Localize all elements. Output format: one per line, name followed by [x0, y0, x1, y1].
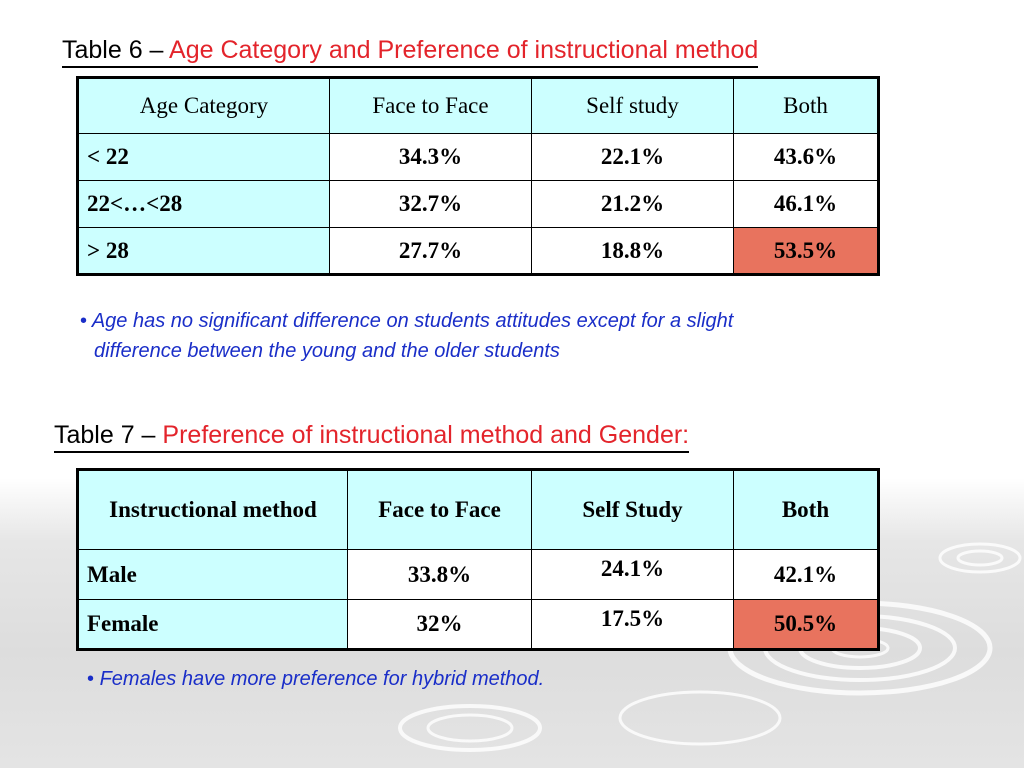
cell-self-study: 21.2% — [532, 181, 734, 228]
table-header-row — [78, 78, 879, 134]
header-self-study: Self study — [532, 78, 734, 134]
row-label: Female — [78, 600, 348, 650]
cell-self-study: 22.1% — [532, 134, 734, 181]
table-row — [78, 134, 879, 181]
note-text: Females have more preference for hybrid method. — [99, 668, 545, 690]
cell-face-to-face: 33.8% — [348, 550, 532, 600]
gender-preference-table — [76, 468, 880, 651]
row-label: > 28 — [78, 228, 330, 275]
table7-title-prefix: Table 7 – — [54, 421, 163, 449]
table-row — [78, 600, 879, 650]
table7-note — [87, 664, 787, 694]
row-label: < 22 — [78, 134, 330, 181]
header-face-to-face: Face to Face — [348, 470, 532, 550]
cell-both: 42.1% — [734, 550, 879, 600]
cell-face-to-face: 34.3% — [330, 134, 532, 181]
cell-both-highlighted: 50.5% — [734, 600, 879, 650]
cell-self-study: 24.1% — [532, 550, 734, 600]
note-line-1 — [80, 306, 940, 336]
cell-both: 43.6% — [734, 134, 879, 181]
table7-title-main: Preference of instructional method and Gender: — [162, 421, 690, 449]
bullet-icon: • — [80, 310, 88, 332]
header-self-study: Self Study — [532, 470, 734, 550]
header-age-category: Age Category — [78, 78, 330, 134]
cell-both-highlighted: 53.5% — [734, 228, 879, 275]
age-preference-table — [76, 76, 880, 276]
table-header-row — [78, 470, 879, 550]
header-instructional-method: Instructional method — [78, 470, 348, 550]
header-both: Both — [734, 78, 879, 134]
table-row — [78, 181, 879, 228]
table7-title — [54, 420, 689, 453]
table-row — [78, 228, 879, 275]
table6-title-main: Age Category and Preference of instructional method — [169, 36, 759, 64]
table-row — [78, 550, 879, 600]
table6-title-prefix: Table 6 – — [62, 36, 170, 64]
header-both: Both — [734, 470, 879, 550]
row-label: Male — [78, 550, 348, 600]
cell-self-study: 18.8% — [532, 228, 734, 275]
table6-note — [80, 306, 940, 366]
cell-face-to-face: 32% — [348, 600, 532, 650]
bullet-icon: • — [87, 668, 95, 690]
note-line-2: difference between the young and the older students — [94, 340, 560, 362]
cell-both: 46.1% — [734, 181, 879, 228]
cell-face-to-face: 27.7% — [330, 228, 532, 275]
note-text-1: Age has no significant difference on students attitudes except for a slight — [91, 310, 734, 332]
cell-self-study: 17.5% — [532, 600, 734, 650]
table6-title — [62, 35, 758, 68]
header-face-to-face: Face to Face — [330, 78, 532, 134]
cell-face-to-face: 32.7% — [330, 181, 532, 228]
row-label: 22<…<28 — [78, 181, 330, 228]
